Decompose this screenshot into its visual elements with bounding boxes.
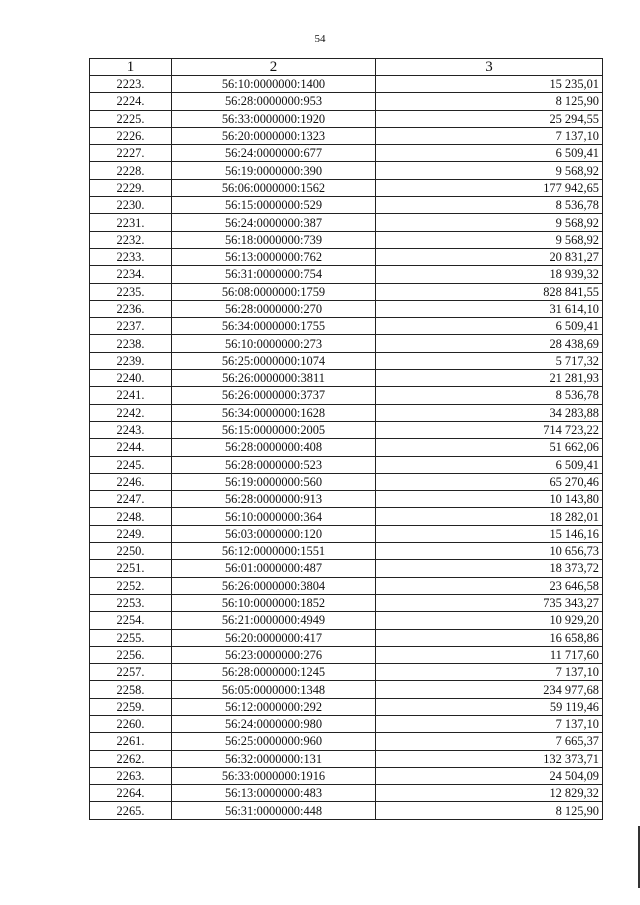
row-number-cell: 2255.: [90, 629, 172, 646]
table-row: [90, 456, 603, 473]
row-number-cell: 2223.: [90, 76, 172, 93]
row-number-cell: 2251.: [90, 560, 172, 577]
amount-cell: 6 509,41: [376, 456, 603, 473]
amount-cell: 18 282,01: [376, 508, 603, 525]
row-number-cell: 2262.: [90, 750, 172, 767]
row-number-cell: 2228.: [90, 162, 172, 179]
row-number-cell: 2231.: [90, 214, 172, 231]
row-number-cell: 2234.: [90, 266, 172, 283]
amount-cell: 20 831,27: [376, 248, 603, 265]
table-row: [90, 300, 603, 317]
cadastral-number-cell: 56:10:0000000:273: [172, 335, 376, 352]
cadastral-number-cell: 56:28:0000000:1245: [172, 664, 376, 681]
cadastral-number-cell: 56:20:0000000:417: [172, 629, 376, 646]
row-number-cell: 2247.: [90, 491, 172, 508]
table-row: [90, 508, 603, 525]
row-number-cell: 2263.: [90, 767, 172, 784]
cadastral-number-cell: 56:10:0000000:1400: [172, 76, 376, 93]
amount-cell: 23 646,58: [376, 577, 603, 594]
row-number-cell: 2238.: [90, 335, 172, 352]
amount-cell: 8 536,78: [376, 387, 603, 404]
amount-cell: 828 841,55: [376, 283, 603, 300]
row-number-cell: 2258.: [90, 681, 172, 698]
column-header-3: 3: [376, 59, 603, 76]
cadastral-number-cell: 56:34:0000000:1628: [172, 404, 376, 421]
amount-cell: 8 125,90: [376, 802, 603, 819]
row-number-cell: 2245.: [90, 456, 172, 473]
amount-cell: 5 717,32: [376, 352, 603, 369]
table-row: [90, 248, 603, 265]
cadastral-number-cell: 56:19:0000000:390: [172, 162, 376, 179]
cadastral-number-cell: 56:10:0000000:364: [172, 508, 376, 525]
table-row: [90, 110, 603, 127]
row-number-cell: 2239.: [90, 352, 172, 369]
cadastral-number-cell: 56:03:0000000:120: [172, 525, 376, 542]
table-row: [90, 421, 603, 438]
row-number-cell: 2252.: [90, 577, 172, 594]
row-number-cell: 2259.: [90, 698, 172, 715]
amount-cell: 24 504,09: [376, 767, 603, 784]
cadastral-number-cell: 56:20:0000000:1323: [172, 127, 376, 144]
amount-cell: 15 235,01: [376, 76, 603, 93]
row-number-cell: 2229.: [90, 179, 172, 196]
amount-cell: 9 568,92: [376, 214, 603, 231]
table-header-row: [90, 59, 603, 76]
amount-cell: 28 438,69: [376, 335, 603, 352]
table-body: [90, 76, 603, 820]
table-row: [90, 266, 603, 283]
row-number-cell: 2236.: [90, 300, 172, 317]
amount-cell: 7 137,10: [376, 127, 603, 144]
table-row: [90, 162, 603, 179]
row-number-cell: 2241.: [90, 387, 172, 404]
amount-cell: 65 270,46: [376, 473, 603, 490]
cadastral-number-cell: 56:24:0000000:387: [172, 214, 376, 231]
table-row: [90, 214, 603, 231]
cadastral-number-cell: 56:12:0000000:1551: [172, 543, 376, 560]
amount-cell: 132 373,71: [376, 750, 603, 767]
cadastral-number-cell: 56:13:0000000:762: [172, 248, 376, 265]
row-number-cell: 2240.: [90, 370, 172, 387]
row-number-cell: 2235.: [90, 283, 172, 300]
table-row: [90, 491, 603, 508]
table-row: [90, 231, 603, 248]
row-number-cell: 2227.: [90, 145, 172, 162]
table-row: [90, 439, 603, 456]
cadastral-number-cell: 56:26:0000000:3811: [172, 370, 376, 387]
row-number-cell: 2249.: [90, 525, 172, 542]
row-number-cell: 2230.: [90, 197, 172, 214]
table-row: [90, 283, 603, 300]
table-row: [90, 629, 603, 646]
amount-cell: 51 662,06: [376, 439, 603, 456]
table-row: [90, 560, 603, 577]
table-row: [90, 404, 603, 421]
cadastral-number-cell: 56:05:0000000:1348: [172, 681, 376, 698]
amount-cell: 16 658,86: [376, 629, 603, 646]
table-row: [90, 715, 603, 732]
cadastral-number-cell: 56:25:0000000:960: [172, 733, 376, 750]
cadastral-number-cell: 56:26:0000000:3804: [172, 577, 376, 594]
cadastral-number-cell: 56:06:0000000:1562: [172, 179, 376, 196]
table-row: [90, 646, 603, 663]
amount-cell: 10 656,73: [376, 543, 603, 560]
table-row: [90, 681, 603, 698]
amount-cell: 6 509,41: [376, 145, 603, 162]
table-row: [90, 335, 603, 352]
table-row: [90, 127, 603, 144]
amount-cell: 11 717,60: [376, 646, 603, 663]
row-number-cell: 2237.: [90, 318, 172, 335]
cadastral-number-cell: 56:33:0000000:1916: [172, 767, 376, 784]
row-number-cell: 2248.: [90, 508, 172, 525]
cadastral-number-cell: 56:28:0000000:408: [172, 439, 376, 456]
amount-cell: 18 373,72: [376, 560, 603, 577]
row-number-cell: 2242.: [90, 404, 172, 421]
amount-cell: 18 939,32: [376, 266, 603, 283]
amount-cell: 9 568,92: [376, 162, 603, 179]
amount-cell: 10 143,80: [376, 491, 603, 508]
amount-cell: 714 723,22: [376, 421, 603, 438]
table-row: [90, 145, 603, 162]
table-row: [90, 698, 603, 715]
cadastral-number-cell: 56:31:0000000:448: [172, 802, 376, 819]
table-row: [90, 785, 603, 802]
row-number-cell: 2232.: [90, 231, 172, 248]
cadastral-number-cell: 56:08:0000000:1759: [172, 283, 376, 300]
data-table: [89, 58, 603, 820]
cadastral-number-cell: 56:01:0000000:487: [172, 560, 376, 577]
table-row: [90, 387, 603, 404]
table-row: [90, 767, 603, 784]
table-row: [90, 525, 603, 542]
row-number-cell: 2264.: [90, 785, 172, 802]
table-row: [90, 352, 603, 369]
table-row: [90, 577, 603, 594]
column-header-2: 2: [172, 59, 376, 76]
amount-cell: 25 294,55: [376, 110, 603, 127]
amount-cell: 6 509,41: [376, 318, 603, 335]
amount-cell: 10 929,20: [376, 612, 603, 629]
page-number: 54: [314, 33, 326, 45]
cadastral-number-cell: 56:28:0000000:523: [172, 456, 376, 473]
table-row: [90, 370, 603, 387]
cadastral-number-cell: 56:24:0000000:677: [172, 145, 376, 162]
amount-cell: 34 283,88: [376, 404, 603, 421]
cadastral-number-cell: 56:10:0000000:1852: [172, 594, 376, 611]
table-row: [90, 733, 603, 750]
cadastral-number-cell: 56:23:0000000:276: [172, 646, 376, 663]
row-number-cell: 2254.: [90, 612, 172, 629]
row-number-cell: 2233.: [90, 248, 172, 265]
amount-cell: 7 665,37: [376, 733, 603, 750]
cadastral-number-cell: 56:33:0000000:1920: [172, 110, 376, 127]
cadastral-number-cell: 56:24:0000000:980: [172, 715, 376, 732]
cadastral-number-cell: 56:18:0000000:739: [172, 231, 376, 248]
table-row: [90, 93, 603, 110]
cadastral-number-cell: 56:12:0000000:292: [172, 698, 376, 715]
row-number-cell: 2253.: [90, 594, 172, 611]
cadastral-number-cell: 56:28:0000000:913: [172, 491, 376, 508]
amount-cell: 234 977,68: [376, 681, 603, 698]
table-row: [90, 750, 603, 767]
column-header-1: 1: [90, 59, 172, 76]
row-number-cell: 2246.: [90, 473, 172, 490]
cadastral-number-cell: 56:25:0000000:1074: [172, 352, 376, 369]
table-row: [90, 543, 603, 560]
table-row: [90, 197, 603, 214]
table-row: [90, 802, 603, 819]
row-number-cell: 2265.: [90, 802, 172, 819]
table-row: [90, 664, 603, 681]
cadastral-number-cell: 56:26:0000000:3737: [172, 387, 376, 404]
cadastral-number-cell: 56:21:0000000:4949: [172, 612, 376, 629]
row-number-cell: 2260.: [90, 715, 172, 732]
amount-cell: 8 536,78: [376, 197, 603, 214]
amount-cell: 15 146,16: [376, 525, 603, 542]
row-number-cell: 2244.: [90, 439, 172, 456]
row-number-cell: 2226.: [90, 127, 172, 144]
cadastral-number-cell: 56:28:0000000:953: [172, 93, 376, 110]
amount-cell: 21 281,93: [376, 370, 603, 387]
amount-cell: 9 568,92: [376, 231, 603, 248]
cadastral-number-cell: 56:15:0000000:529: [172, 197, 376, 214]
cadastral-number-cell: 56:15:0000000:2005: [172, 421, 376, 438]
row-number-cell: 2250.: [90, 543, 172, 560]
amount-cell: 59 119,46: [376, 698, 603, 715]
table-row: [90, 594, 603, 611]
row-number-cell: 2261.: [90, 733, 172, 750]
amount-cell: 735 343,27: [376, 594, 603, 611]
row-number-cell: 2257.: [90, 664, 172, 681]
cadastral-number-cell: 56:31:0000000:754: [172, 266, 376, 283]
amount-cell: 31 614,10: [376, 300, 603, 317]
cadastral-number-cell: 56:34:0000000:1755: [172, 318, 376, 335]
amount-cell: 8 125,90: [376, 93, 603, 110]
amount-cell: 12 829,32: [376, 785, 603, 802]
cadastral-number-cell: 56:28:0000000:270: [172, 300, 376, 317]
cadastral-number-cell: 56:32:0000000:131: [172, 750, 376, 767]
cadastral-number-cell: 56:13:0000000:483: [172, 785, 376, 802]
cadastral-number-cell: 56:19:0000000:560: [172, 473, 376, 490]
row-number-cell: 2256.: [90, 646, 172, 663]
table-row: [90, 179, 603, 196]
amount-cell: 177 942,65: [376, 179, 603, 196]
amount-cell: 7 137,10: [376, 715, 603, 732]
table-row: [90, 612, 603, 629]
row-number-cell: 2224.: [90, 93, 172, 110]
table-row: [90, 318, 603, 335]
row-number-cell: 2225.: [90, 110, 172, 127]
table-row: [90, 473, 603, 490]
amount-cell: 7 137,10: [376, 664, 603, 681]
table-row: [90, 76, 603, 93]
row-number-cell: 2243.: [90, 421, 172, 438]
